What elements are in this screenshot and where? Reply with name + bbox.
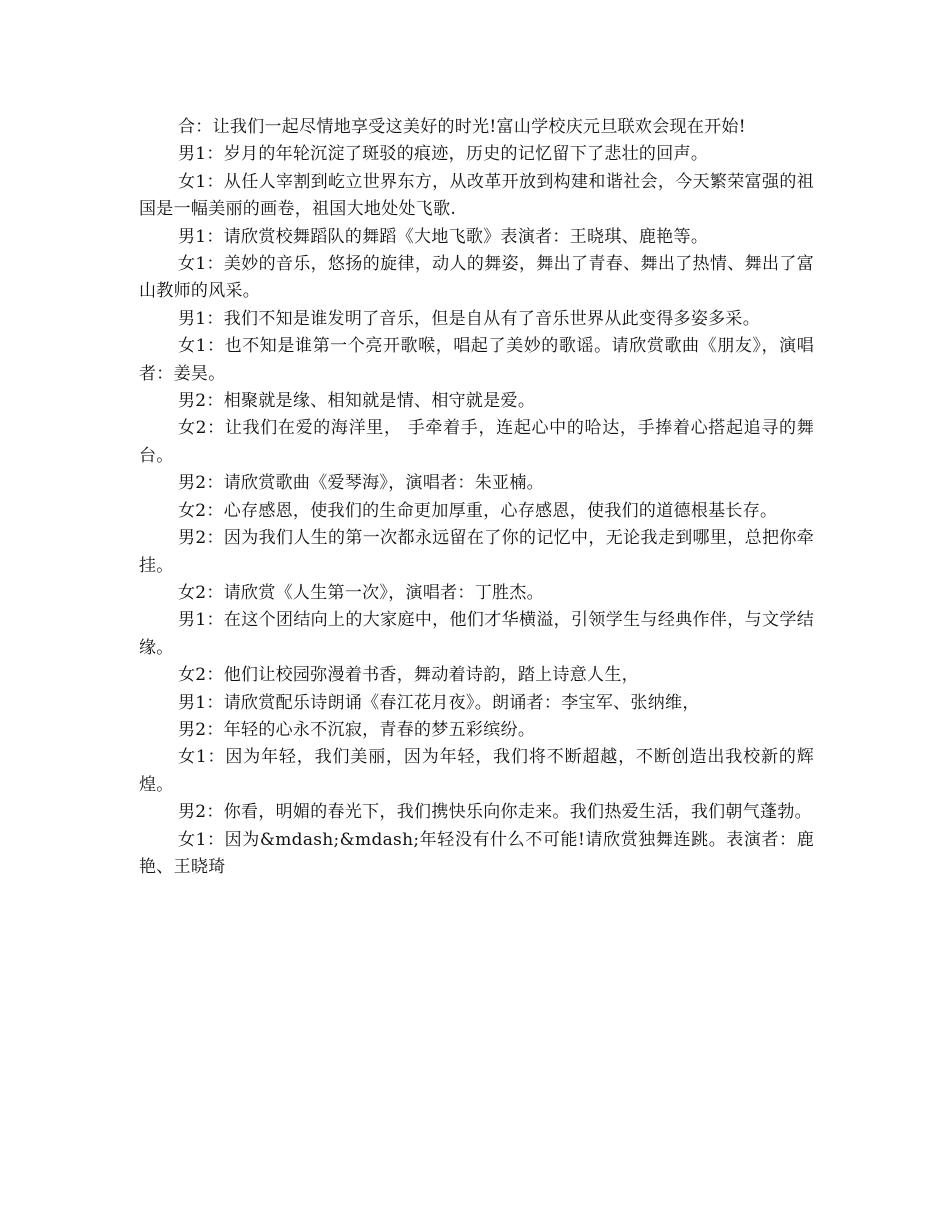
paragraph: 女2：让我们在爱的海洋里， 手牵着手，连起心中的哈达，手捧着心搭起追寻的舞台。	[139, 418, 814, 466]
paragraph: 女1：美妙的音乐，悠扬的旋律，动人的舞姿，舞出了青春、舞出了热情、舞出了富山教师的风采。	[139, 254, 814, 302]
paragraph: 男1：岁月的年轮沉淀了斑驳的痕迹，历史的记忆留下了悲壮的回声。	[178, 144, 709, 165]
paragraph: 男1：请欣赏校舞蹈队的舞蹈《大地飞歌》表演者：王晓琪、鹿艳等。	[178, 226, 709, 247]
paragraph: 女1：也不知是谁第一个亮开歌喉，唱起了美妙的歌谣。请欣赏歌曲《朋友》，演唱者：姜昊。	[139, 336, 814, 384]
paragraph: 男2：年轻的心永不沉寂，青春的梦五彩缤纷。	[178, 719, 536, 740]
paragraph: 男2：相聚就是缘、相知就是情、相守就是爱。	[178, 391, 536, 412]
paragraph: 男1：请欣赏配乐诗朗诵《春江花月夜》。朗诵者：李宝军、张纳维，	[178, 692, 700, 713]
paragraph: 女2：心存感恩，使我们的生命更加厚重，心存感恩，使我们的道德根基长存。	[178, 500, 778, 521]
paragraph: 女1：从任人宰割到屹立世界东方，从改革开放到构建和谐社会，今天繁荣富强的祖国是一幅美丽的画卷，祖国大地处处飞歌.	[139, 171, 814, 220]
paragraph: 合：让我们一起尽情地享受这美好的时光!富山学校庆元旦联欢会现在开始!	[178, 117, 746, 137]
paragraph: 男2：因为我们人生的第一次都永远留在了你的记忆中，无论我走到哪里，总把你牵挂。	[139, 528, 814, 576]
paragraph: 女1：因为年轻，我们美丽，因为年轻，我们将不断超越，不断创造出我校新的辉煌。	[139, 747, 814, 795]
paragraph: 男1：我们不知是谁发明了音乐，但是自从有了音乐世界从此变得多姿多采。	[178, 308, 761, 329]
document-body	[139, 114, 814, 881]
paragraph: 女2：请欣赏《人生第一次》，演唱者：丁胜杰。	[178, 582, 544, 603]
paragraph: 男2：你看，明媚的春光下，我们携快乐向你走来。我们热爱生活，我们朝气蓬勃。	[178, 802, 812, 823]
paragraph: 女1：因为&mdash;&mdash;年轻没有什么不可能!请欣赏独舞连跳。表演者：鹿艳、王晓琦	[139, 829, 814, 877]
paragraph: 男2：请欣赏歌曲《爱琴海》，演唱者：朱亚楠。	[178, 473, 544, 494]
paragraph: 女2：他们让校园弥漫着书香，舞动着诗韵，踏上诗意人生，	[178, 665, 639, 686]
paragraph: 男1：在这个团结向上的大家庭中，他们才华横溢，引领学生与经典作伴，与文学结缘。	[139, 610, 814, 658]
